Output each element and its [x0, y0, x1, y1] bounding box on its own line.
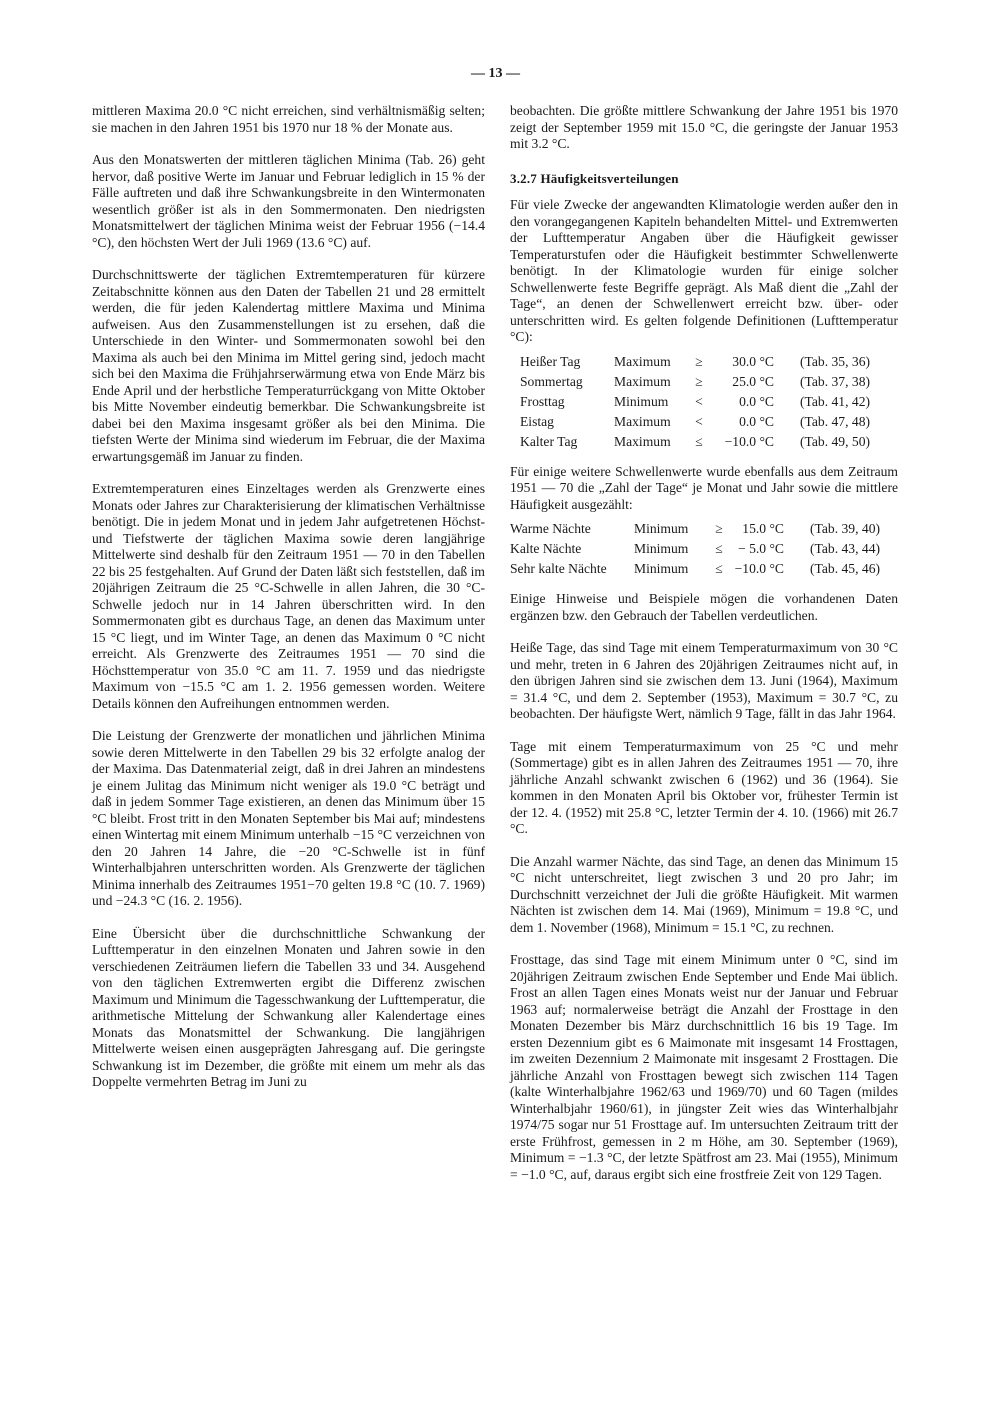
left-column [92, 103, 485, 1107]
paragraph: Für viele Zwecke der angewandten Klimatologie werden außer den in den vorangegangenen Kapiteln behandelten Mittel- und Extremwerten der Lufttemperatur Angaben über die Häufigkeit gewisser Temperaturstufen oder die Häufigkeit bestimmter Schwellenwerte benötigt. In der Klimatologie wurden für einige solcher Schwellenwerte feste Begriffe geprägt. Als Maß dient die „Zahl der Tage“, an denen der Schwellenwert erreicht bzw. über- oder unterschritten wird. Es gelten folgende Definitionen (Lufttemperatur °C): [510, 197, 898, 344]
def-measure: Maximum [614, 433, 671, 449]
def-name: Kalter Tag [520, 433, 578, 449]
def-measure: Minimum [614, 393, 669, 409]
def-ref: (Tab. 45, 46) [810, 561, 881, 576]
table-row [520, 392, 870, 412]
def-ref: (Tab. 47, 48) [800, 413, 871, 429]
def-name: Heißer Tag [520, 353, 581, 369]
def-ref: (Tab. 49, 50) [800, 433, 871, 449]
def-value: 25.0 °C [732, 373, 774, 389]
paragraph: Tage mit einem Temperaturmaximum von 25 °C und mehr (Sommertage) gibt es in allen Jahren des Zeitraumes 1951 — 70, ihre jährliche Anzahl schwankt zwischen 6 (1962) und 36 (1964). Sie kommen in den Monaten April bis Oktober vor, frühester Termin ist der 12. 4. (1952) mit 25.8 °C, letzter Termin der 4. 10. (1966) mit 26.7 °C. [510, 738, 898, 836]
threshold-definitions-table [520, 352, 870, 452]
def-ref: (Tab. 41, 42) [800, 393, 871, 409]
paragraph: Heiße Tage, das sind Tage mit einem Temperaturmaximum von 30 °C und mehr, treten in 6 Jahren des 20jährigen Zeitraumes nicht auf, in den übrigen Jahren sind sie zwischen dem 13. Juni (1964), Maximum = 31.4 °C, und dem 2. September (1953), Maximum = 30.7 °C, zu beobachten. Der häufigste Wert, nämlich 9 Tage, fällt in das Jahr 1964. [510, 640, 898, 721]
def-ref: (Tab. 35, 36) [800, 353, 871, 369]
paragraph: Frosttage, das sind Tage mit einem Minimum unter 0 °C, sind im 20jährigen Zeitraum zwischen Ende September und Ende Mai üblich. Frost an allen Tagen eines Monats weist nur der Januar und Februar 1963 auf; normalerweise beträgt die Anzahl der Frosttage in den Monaten Dezember bis März durchschnittlich 16 bis 19 Tage. Im ersten Dezennium gibt es 6 Maimonate mit insgesamt 14 Frosttagen, im zweiten Dezennium 2 Maimonate mit insgesamt 2 Frosttagen. Die jährliche Anzahl von Frosttagen bewegt sich zwischen 114 Tagen (kalte Winterhalbjahre 1962/63 und 1969/70) und 60 Tagen (mildes Winterhalbjahr 1960/61), in jüngster Zeit wies das Winterhalbjahr 1974/75 sogar nur 51 Frosttage auf. Im untersuchten Zeitraum tritt der erste Frühfrost, gemessen in 2 m Höhe, am 30. September (1969), Minimum = −1.3 °C, der letzte Spätfrost am 23. Mai (1955), Minimum = −1.0 °C, auf, daraus ergibt sich eine frostfreie Zeit von 129 Tagen. [510, 952, 898, 1182]
def-operator: ≤ [715, 561, 723, 576]
def-operator: ≥ [695, 353, 703, 369]
table-row [520, 352, 870, 372]
table-row [520, 432, 870, 452]
table-row [520, 372, 870, 392]
def-operator: < [695, 393, 703, 409]
def-operator: ≤ [715, 541, 723, 556]
def-operator: < [695, 413, 703, 429]
def-name: Frosttag [520, 393, 565, 409]
paragraph: Die Anzahl warmer Nächte, das sind Tage, an denen das Minimum 15 °C nicht unterschreitet, liegt zwischen 3 und 20 pro Jahr; im Durchschnitt verzeichnet der Juli die größte Häufigkeit. Mit warmen Nächten ist zwischen dem 14. Mai (1969), Minimum = 19.8 °C, und dem 1. November (1968), Minimum = 15.1 °C, zu rechnen. [510, 853, 898, 935]
def-operator: ≥ [695, 373, 703, 389]
def-measure: Minimum [634, 521, 689, 536]
def-value: −10.0 °C [724, 433, 774, 449]
page-number: — 13 — [471, 66, 520, 81]
def-name: Eistag [520, 413, 554, 429]
def-operator: ≥ [715, 521, 723, 536]
def-measure: Maximum [614, 413, 671, 429]
def-value: 15.0 °C [742, 521, 784, 536]
def-ref: (Tab. 43, 44) [810, 541, 881, 556]
def-name: Warme Nächte [510, 521, 591, 536]
paragraph: Aus den Monatswerten der mittleren täglichen Minima (Tab. 26) geht hervor, daß positive Werte im Januar und Februar lediglich in 15 % der Fälle auftreten und daß ihre Schwankungsbreite in den Wintermonaten wesentlich größer ist als in den Sommermonaten. Den niedrigsten Monatsmittelwert der täglichen Minima weist der Februar 1956 (−14.4 °C), den höchsten Wert der Juli 1969 (13.6 °C) auf. [92, 152, 485, 250]
right-column [510, 103, 898, 1199]
def-value: 0.0 °C [739, 393, 774, 409]
paragraph: Durchschnittswerte der täglichen Extremtemperaturen für kürzere Zeitabschnitte können aus den Daten der Tabellen 21 und 28 ermittelt werden, die für jeden Kalendertag mittlere Maxima und Minima aufweisen. Aus den Zusammenstellungen ist zu ersehen, daß die Unterschiede in den Winter- und Sommermonaten sowohl bei den Maxima als auch bei den Minima im Mittel gering sind, jedoch macht sich bei den Maxima die Frühjahrserwärmung etwa von Ende März bis Ende April und der herbstliche Temperaturrückgang von Mitte Oktober bis Mitte November eindeutig bemerkbar. Die Schwankungsbreite ist dabei bei den Maxima insgesamt größer als bei den Minima. Die tiefsten Werte der Minima sind wiederum im Februar, die der Maxima erwartungsgemäß im Januar zu finden. [92, 267, 485, 464]
paragraph: Eine Übersicht über die durchschnittliche Schwankung der Lufttemperatur in den einzelnen Monaten und Jahren sowie in den verschiedenen Zeiträumen liefern die Tabellen 33 und 34. Ausgehend von den täglichen Extremwerten ergibt die Differenz zwischen Maximum und Minimum die Tagesschwankung der Lufttemperatur, die arithmetische Mittelung der Schwankung aller Kalendertage eines Monats das Monatsmittel der Schwankung. Die langjährigen Mittelwerte weisen einen ausgeprägten Jahresgang auf. Die geringste Schwankung ist im Dezember, die größte mit einem um mehr als das Doppelte vermehrten Betrag im Juni zu [92, 925, 485, 1089]
def-name: Kalte Nächte [510, 541, 582, 556]
paragraph: Extremtemperaturen eines Einzeltages werden als Grenzwerte eines Monats oder Jahres zur Charakterisierung der klimatischen Verhältnisse benötigt. Die in jedem Monat und in jedem Jahr aufgetretenen Höchst- und Tiefstwerte der täglichen Maxima sowie deren langjährige Mittelwerte sind deshalb für den Zeitraum 1951 — 70 in den Tabellen 22 bis 25 festgehalten. Auf Grund der Daten läßt sich feststellen, daß im 20jährigen Zeitraum die 25 °C-Schwelle in allen Jahren, die 30 °C-Schwelle jedoch nur in 14 Jahren überschritten wird. In den Sommermonaten gibt es durchaus Tage, an denen das Maximum unter 15 °C liegt, und im Winter Tage, an denen das Maximum 0 °C nicht erreicht. Als Grenzwerte des Zeitraumes 1951 — 70 sind die Höchsttemperatur von 35.0 °C am 11. 7. 1959 und das niedrigste Maximum von −15.5 °C am 1. 2. 1956 gemessen worden. Weitere Details können den Aufreihungen entnommen werden. [92, 481, 485, 711]
def-measure: Minimum [634, 541, 689, 556]
additional-thresholds-table [510, 519, 880, 579]
paragraph: Für einige weitere Schwellenwerte wurde ebenfalls aus dem Zeitraum 1951 — 70 die „Zahl der Tage“ je Monat und Jahr sowie die mittlere Häufigkeit ausgezählt: [510, 463, 898, 512]
def-value: 30.0 °C [732, 353, 774, 369]
def-name: Sehr kalte Nächte [510, 561, 607, 576]
section-heading: 3.2.7 Häufigkeitsverteilungen [510, 170, 679, 186]
table-row [520, 412, 870, 432]
def-measure: Maximum [614, 373, 671, 389]
table-row [510, 559, 880, 579]
def-operator: ≤ [695, 433, 703, 449]
paragraph: Einige Hinweise und Beispiele mögen die vorhandenen Daten ergänzen bzw. den Gebrauch der Tabellen verdeutlichen. [510, 591, 898, 623]
def-name: Sommertag [520, 373, 583, 389]
paragraph: mittleren Maxima 20.0 °C nicht erreichen, sind verhältnismäßig selten; sie machen in den Jahren 1951 bis 1970 nur 18 % der Monate aus. [92, 103, 485, 135]
def-value: 0.0 °C [739, 413, 774, 429]
def-value: − 5.0 °C [738, 541, 784, 556]
paragraph: beobachten. Die größte mittlere Schwankung der Jahre 1951 bis 1970 zeigt der September 1959 mit 15.0 °C, die geringste der Januar 1953 mit 3.2 °C. [510, 103, 898, 151]
paragraph: Die Leistung der Grenzwerte der monatlichen und jährlichen Minima sowie deren Mittelwerte in den Tabellen 29 bis 32 erfolgte analog der der Maxima. Das Datenmaterial zeigt, daß in drei Jahren an mindestens je einem Julitag das Minimum nicht weniger als 19.0 °C beträgt und daß in jedem Sommer Tage existieren, an denen das Minimum über 15 °C bleibt. Frost tritt in den Monaten September bis Mai auf; mindestens einen Wintertag mit einem Minimum unterhalb −15 °C verzeichnen von den 20 Jahren 14 Jahre, die −20 °C-Schwelle ist in fünf Winterhalbjahren unterschritten worden. Als Grenzwerte der täglichen Minima innerhalb des Zeitraumes 1951−70 gelten 19.8 °C (10. 7. 1969) und −24.3 °C (16. 2. 1956). [92, 728, 485, 908]
table-row [510, 539, 880, 559]
def-value: −10.0 °C [734, 561, 784, 576]
table-row [510, 519, 880, 539]
def-ref: (Tab. 37, 38) [800, 373, 871, 389]
def-measure: Maximum [614, 353, 671, 369]
def-measure: Minimum [634, 561, 689, 576]
def-ref: (Tab. 39, 40) [810, 521, 881, 536]
